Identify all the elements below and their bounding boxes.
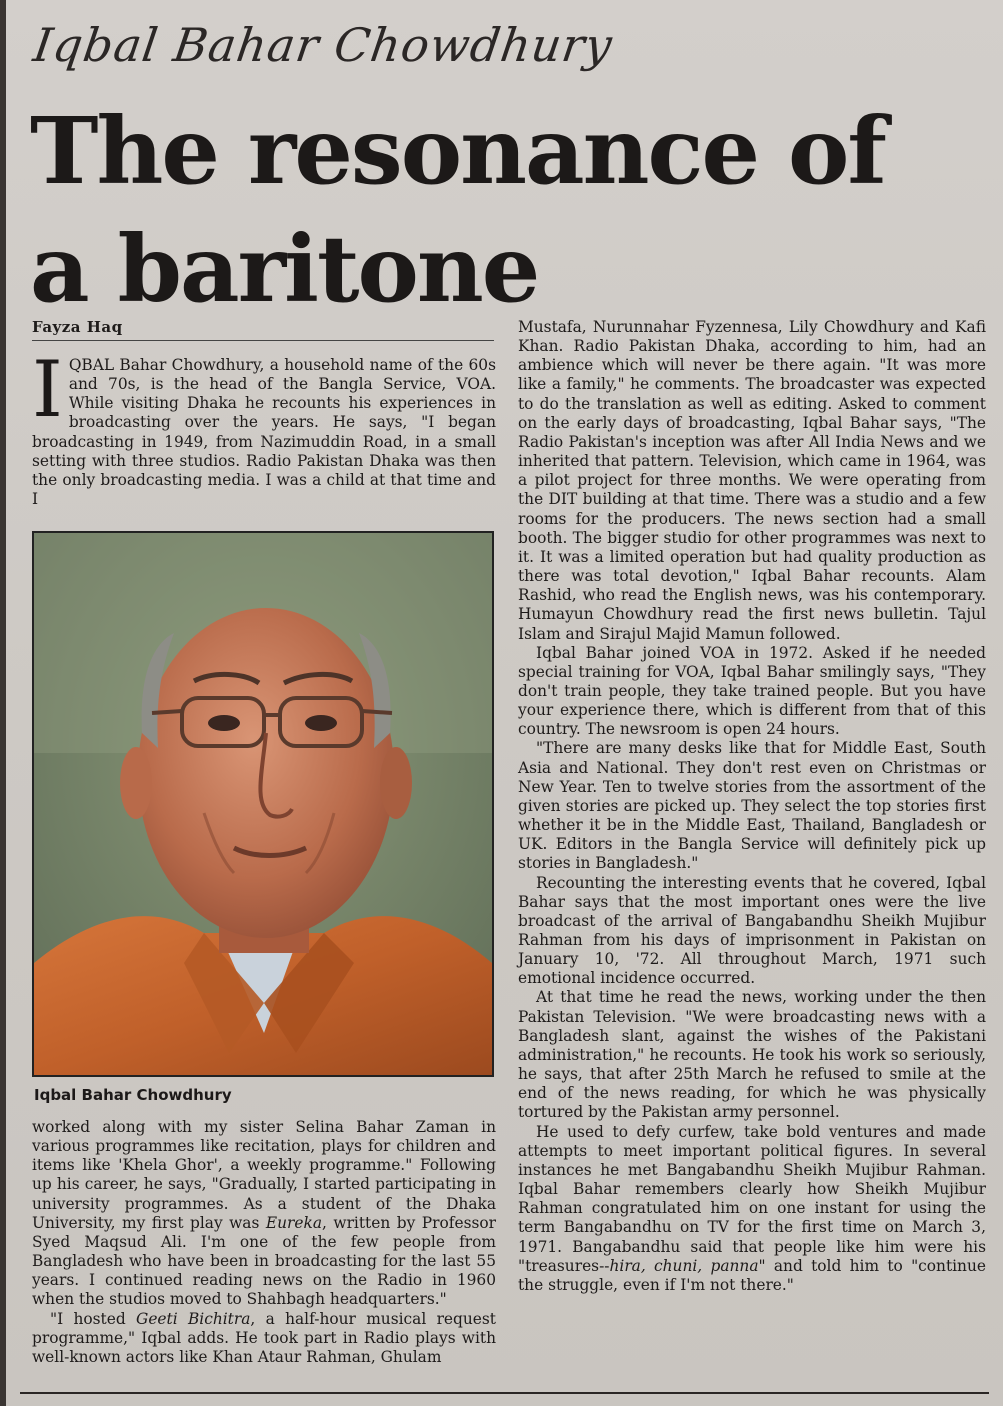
headline — [30, 92, 970, 328]
paragraph: Iqbal Bahar joined VOA in 1972. Asked if he needed special training for VOA, Iqbal Bahar smilingly says, "They don't train people, they take trained people. But you have your experience there, which is different from that of this country. The newsroom is open 24 hours. — [518, 643, 986, 739]
quoted-words: hira, chuni, panna — [609, 1256, 759, 1275]
text-run: He used to defy curfew, take bold ventures and made attempts to meet important political figures. In several instances he met Bangabandhu Sheikh Mujibur Rahman. Iqbal Bahar remembers clearly how Sheikh Mujibur Rahman congratulated him on one instant for using the term Bangabandhu on TV for the first time on March 3, 1971. Bangabandhu said that people like him were his "treasures-- — [518, 1122, 986, 1275]
programme-title: Geeti Bichitra — [136, 1309, 251, 1328]
text-run: , a half-hour musical request programme," Iqbal adds. He took part in Radio plays with well-known actors like Khan Ataur Rahman, Ghulam — [32, 1309, 496, 1366]
photo-caption: Iqbal Bahar Chowdhury — [34, 1086, 232, 1104]
play-title: Eureka — [265, 1213, 323, 1232]
intro-paragraph — [32, 345, 496, 509]
paragraph: Recounting the interesting events that he covered, Iqbal Bahar says that the most important ones were the live broadcast of the arrival of Bangabandhu Sheikh Mujibur Rahman from his days of imprisonment in Pakistan on January 10, '72. All throughout March, 1971 such emotional incidence occurred. — [518, 873, 986, 988]
portrait-illustration — [34, 533, 492, 1075]
text-run: worked along with my sister Selina Bahar Zaman in various programmes like recitation, plays for children and items like 'Khela Ghor', a weekly programme." Following up his career, he says, "Gradually, I started participating in university programmes. As a student of the Dhaka University, my first play was — [32, 1118, 496, 1232]
bottom-rule — [20, 1392, 989, 1394]
text-run: , written by Professor Syed Maqsud Ali. I'm one of the few people from Bangladesh who have been in broadcasting for the last 55 years. I continued reading news on the Radio in 1960 when the studios moved to Shahbagh headquarters." — [32, 1213, 496, 1309]
paragraph — [518, 1123, 986, 1295]
article-intro — [32, 345, 496, 509]
text-run: "I hosted — [50, 1309, 137, 1328]
headline-line-1: The resonance of — [30, 97, 885, 205]
paragraph: "There are many desks like that for Middle East, South Asia and National. They don't rest even on Christmas or New Year. Ten to twelve stories from the assortment of the given stories are picked up. They select the top stories first whether it be in the Middle East, Thailand, Bangladesh or UK. Editors in the Bangla Service will definitely pick up stories in Bangladesh." — [518, 739, 986, 873]
paragraph: At that time he read the news, working under the then Pakistan Television. "We were broadcasting news with a Bangladesh slant, against the wishes of the Pakistani administration," he recounts. He took his work so seriously, he says, that after 25th March he refused to smile at the end of the news reading, for which he was physically tortured by the Pakistan army personnel. — [518, 988, 986, 1122]
paragraph — [32, 1118, 496, 1310]
paragraph: Mustafa, Nurunnahar Fyzennesa, Lily Chowdhury and Kafi Khan. Radio Pakistan Dhaka, according to him, had an ambience which will never be there again. "It was more like a family," he comments. The broadcaster was expected to do the translation as well as editing. Asked to comment on the early days of broadcasting, Iqbal Bahar says, "The Radio Pakistan's inception was after All India News and we inherited that pattern. Television, which came in 1964, was a pilot project for three months. We were operating from the DIT building at that time. There was a studio and a few rooms for the producers. The news section had a small booth. The bigger studio for other programmes was next to it. It was a limited operation but had quality production as there was total devotion," Iqbal Bahar recounts. Alam Rashid, who read the English news, was his contemporary. Humayun Chowdhury read the first news bulletin. Tajul Islam and Sirajul Majid Mamun followed. — [518, 318, 986, 643]
subject-name-kicker: Iqbal Bahar Chowdhury — [30, 18, 617, 72]
intro-text: QBAL Bahar Chowdhury, a household name of the 60s and 70s, is the head of the Bangla Service, VOA. While visiting Dhaka he recounts his experiences in broadcasting over the years. He says, "I began broadcasting in 1949, from Nazimuddin Road, in a small setting with three studios. Radio Pakistan Dhaka was then the only broadcasting media. I was a child at that time and I — [32, 356, 496, 509]
byline: Fayza Haq — [32, 318, 494, 341]
page-edge — [0, 0, 6, 1406]
paragraph — [32, 1310, 496, 1367]
portrait-photo — [32, 531, 494, 1077]
headline-line-2: a baritone — [30, 215, 539, 323]
drop-cap: I — [32, 345, 63, 435]
text-run: " and told him to "continue the struggle, even if I'm not there." — [518, 1256, 986, 1294]
article-left-continued — [32, 1118, 496, 1367]
article-right-column — [518, 318, 986, 1295]
